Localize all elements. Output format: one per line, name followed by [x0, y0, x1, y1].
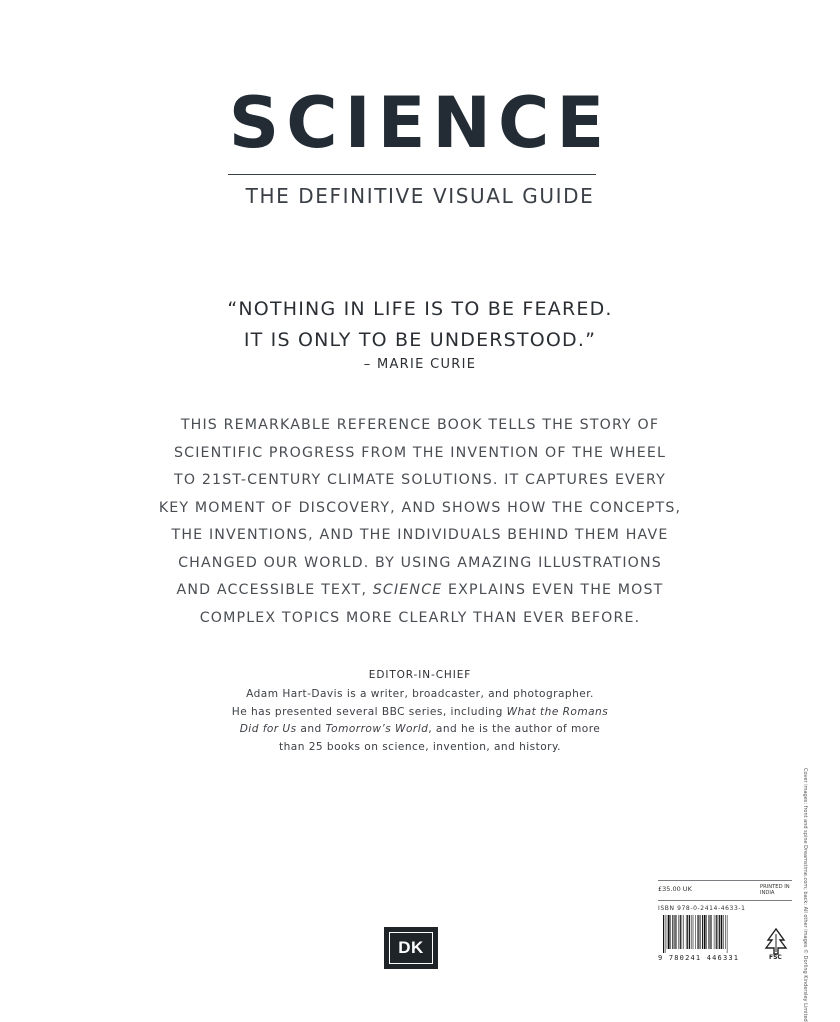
title-divider [228, 174, 596, 175]
bio-text: , and he is the author of more [428, 723, 601, 735]
blurb-text: AND ACCESSIBLE TEXT, [176, 582, 373, 598]
fsc-label: FSC [769, 954, 782, 961]
price: £35.00 UK [658, 885, 692, 893]
barcode-bar [667, 915, 668, 949]
barcode-bar [719, 915, 720, 949]
quote-author: – MARIE CURIE [363, 357, 477, 372]
bio-line: than 25 books on science, invention, and history. [279, 740, 561, 753]
blurb-line: THIS REMARKABLE REFERENCE BOOK TELLS THE STORY OF [180, 417, 660, 433]
barcode-bar [683, 915, 684, 949]
barcode-bar [700, 915, 701, 949]
barcode-bar [693, 915, 694, 949]
bio-line: Adam Hart-Davis is a writer, broadcaster, and photographer. [246, 688, 594, 700]
quote-line-2: IT IS ONLY TO BE UNDERSTOOD.” [243, 329, 597, 351]
barcode-bar [714, 915, 715, 949]
quote-line-1: “NOTHING IN LIFE IS TO BE FEARED. [227, 298, 613, 320]
barcode-bar [687, 915, 688, 949]
image-credits: Cover images: front and spine Dreamstime.com; back: All other images © Dorling Kindersley Limited [802, 768, 808, 1022]
barcode-bar [670, 915, 671, 949]
blurb-line [0, 577, 840, 605]
bio-line [0, 721, 840, 739]
barcode-bar [716, 915, 717, 949]
bio-text: He has presented several BBC series, including [231, 705, 507, 718]
barcode [662, 915, 754, 953]
bio-series-title: Did for Us [239, 723, 297, 735]
blurb-line: THE INVENTIONS, AND THE INDIVIDUALS BEHIND THEM HAVE [171, 527, 669, 543]
barcode-bar [708, 915, 709, 949]
book-title: SCIENCE [228, 82, 612, 164]
blurb-line: COMPLEX TOPICS MORE CLEARLY THAN EVER BEFORE. [199, 609, 641, 626]
bio-text: and [296, 723, 326, 735]
blurb [0, 412, 840, 632]
blurb-line: KEY MOMENT OF DISCOVERY, AND SHOWS HOW THE CONCEPTS, [158, 499, 682, 516]
barcode-bar [680, 915, 681, 949]
barcode-bar [682, 915, 683, 949]
printed-in-line: INDIA [760, 890, 775, 896]
barcode-bar [663, 915, 664, 953]
barcode-bar [686, 915, 687, 949]
barcode-bar [725, 915, 726, 949]
barcode-bar [679, 915, 680, 949]
quote [0, 294, 840, 356]
printed-in [760, 884, 790, 896]
bio-series-title: Tomorrow’s World [325, 723, 429, 735]
panel-rule-top [658, 880, 792, 881]
bio-line [0, 704, 840, 722]
barcode-bar [704, 915, 706, 949]
barcode-digits: 9 780241 446331 [658, 954, 740, 962]
book-subtitle: THE DEFINITIVE VISUAL GUIDE [245, 184, 595, 208]
bio-series-title: What the Romans [506, 705, 609, 718]
barcode-bar [727, 915, 728, 953]
printed-in-line: PRINTED IN [760, 884, 790, 890]
barcode-bar [672, 915, 673, 949]
barcode-bar [675, 915, 676, 949]
editor-bio [0, 686, 840, 756]
barcode-bar [711, 915, 712, 949]
blurb-line: TO 21ST-CENTURY CLIMATE SOLUTIONS. IT CAPTURES EVERY [174, 472, 666, 488]
isbn: ISBN 978-0-2414-4633-1 [658, 905, 746, 912]
barcode-panel [658, 880, 792, 965]
blurb-text: EXPLAINS EVEN THE MOST [442, 582, 664, 598]
barcode-bar [674, 915, 675, 949]
barcode-bar [698, 915, 699, 949]
editor-heading: EDITOR-IN-CHIEF [368, 669, 472, 681]
barcode-bar [668, 915, 670, 949]
barcode-bar [695, 915, 696, 949]
barcode-bar [689, 915, 690, 949]
barcode-bar [665, 915, 666, 953]
blurb-line: CHANGED OUR WORLD. BY USING AMAZING ILLUSTRATIONS [178, 554, 662, 571]
panel-rule-mid [658, 900, 792, 901]
dk-logo-text: DK [389, 932, 433, 964]
barcode-bar [721, 915, 723, 949]
barcode-bar [718, 915, 719, 949]
barcode-bar [723, 915, 724, 949]
barcode-bar [692, 915, 693, 949]
blurb-book-title: SCIENCE [372, 582, 443, 598]
barcode-bar [702, 915, 703, 949]
blurb-line: SCIENTIFIC PROGRESS FROM THE INVENTION OF THE WHEEL [174, 444, 666, 461]
barcode-bar [710, 915, 711, 949]
barcode-bar [697, 915, 698, 949]
barcode-bar [706, 915, 707, 949]
dk-logo [384, 927, 438, 969]
